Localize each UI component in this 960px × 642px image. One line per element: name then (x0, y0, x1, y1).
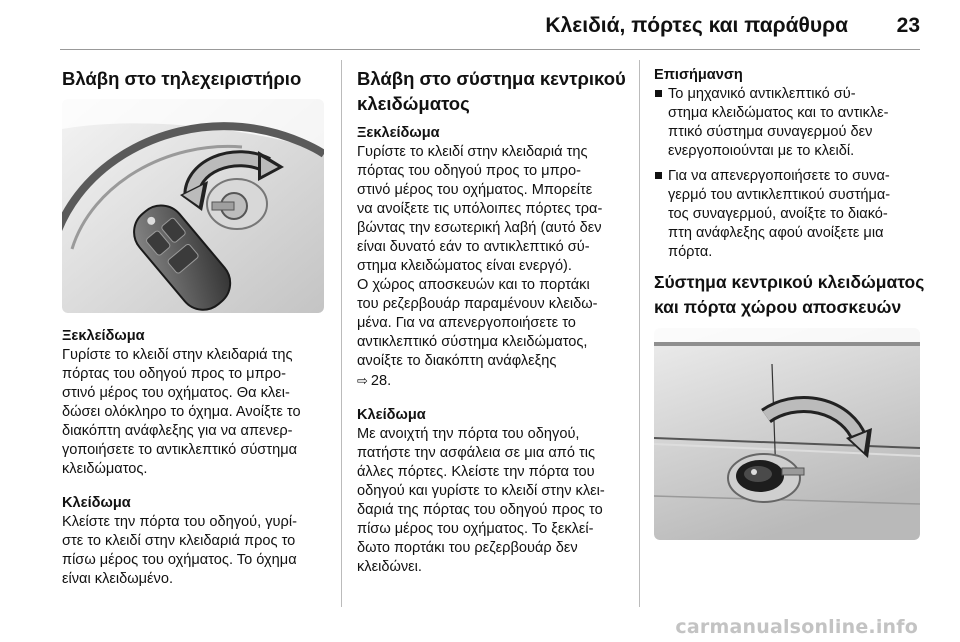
header-rule (60, 49, 920, 50)
watermark: carmanualsonline.info (675, 616, 918, 638)
column-divider-2 (639, 60, 640, 607)
key-in-door-lock-figure (62, 99, 324, 313)
remote-lock-text: Κλείστε την πόρτα του οδηγού, γυρί- στε το κλειδί στην κλειδαριά προς το πίσω μέρος του οχήματος. Το όχημα είναι κλειδωμένο. (62, 514, 297, 587)
page-header-title: Κλειδιά, πόρτες και παράθυρα (545, 14, 848, 37)
column-divider-1 (341, 60, 342, 607)
bullet-square-icon (655, 172, 662, 179)
note-bullet-2: Για να απενεργοποιήσετε το συνα- γερμό του αντικλεπτικού συστήμα- τος συναγερμού, ανοίξτε το διακό- πτη ανάφλεξης αφού ανοίξετε μια πόρτα. (654, 167, 932, 262)
central-lock-title: Κλείδωμα (357, 407, 426, 423)
page-number: 23 (896, 14, 920, 37)
tailgate-heading: Σύστημα κεντρικού κλειδώματος και πόρτα χώρου αποσκευών (654, 272, 925, 317)
central-unlock-text: Γυρίστε το κλειδί στην κλειδαριά της πόρτας του οδηγού προς το μπρο- στινό μέρος του οχήματος. Μπορείτε να ανοίξετε τις υπόλοιπες πόρτες τρα- βώντας την εσωτερική λαβή (αυτό δεν είναι δυνατό εάν το αντικλεπτικό σύ- στημα κλειδώματος είναι ενεργό). Ο χώρος αποσκευών και το πορτάκι του ρεζερβουάρ παραμένουν κλειδω- μένα. Για να απενεργοποιήσετε το αντικλεπτικό σύστημα κλειδώματος, ανοίξτε το διακόπτη ανάφλεξης ⇨ 28. (357, 143, 627, 391)
arrow-reference-icon: ⇨ (357, 373, 368, 388)
central-unlock-title: Ξεκλείδωμα (357, 125, 440, 141)
note-title: Επισήμανση (654, 67, 743, 83)
column-remote-failure (62, 66, 330, 604)
column-central-lock-failure (357, 66, 627, 592)
remote-lock-title: Κλείδωμα (62, 495, 131, 511)
tailgate-key-lock-figure (654, 328, 920, 540)
central-lock-failure-heading: Βλάβη στο σύστημα κεντρικού κλειδώματος (357, 68, 626, 114)
column-notes-and-tailgate (654, 66, 932, 554)
bullet-square-icon (655, 90, 662, 97)
page-reference-link[interactable]: ⇨ 28. (357, 373, 392, 389)
remote-unlock-title: Ξεκλείδωμα (62, 328, 145, 344)
remote-failure-heading: Βλάβη στο τηλεχειριστήριο (62, 68, 302, 89)
central-lock-text: Με ανοιχτή την πόρτα του οδηγού, πατήστε την ασφάλεια σε μια από τις άλλες πόρτες. Κλείστε την πόρτα του οδηγού και γυρίστε το κλειδί στην κλει- δαριά της πόρτας του οδηγού προς το πίσω μέρος του οχήματος. Το ξεκλεί- δωτο πορτάκι του ρεζερβουάρ δεν κλειδώνει. (357, 426, 605, 575)
note-bullet-1: Το μηχανικό αντικλεπτικό σύ- στημα κλειδώματος και το αντικλε- πτικό σύστημα συναγερμού δεν ενεργοποιούνται με το κλειδί. (654, 85, 932, 161)
remote-unlock-text: Γυρίστε το κλειδί στην κλειδαριά της πόρτας του οδηγού προς το μπρο- στινό μέρος του οχήματος. Θα κλει- δώσει ολόκληρο το όχημα. Ανοίξτε το διακόπτη ανάφλεξης για να απενερ- γοποιήσετε το αντικλεπτικό σύστημα κλειδώματος. (62, 347, 301, 477)
